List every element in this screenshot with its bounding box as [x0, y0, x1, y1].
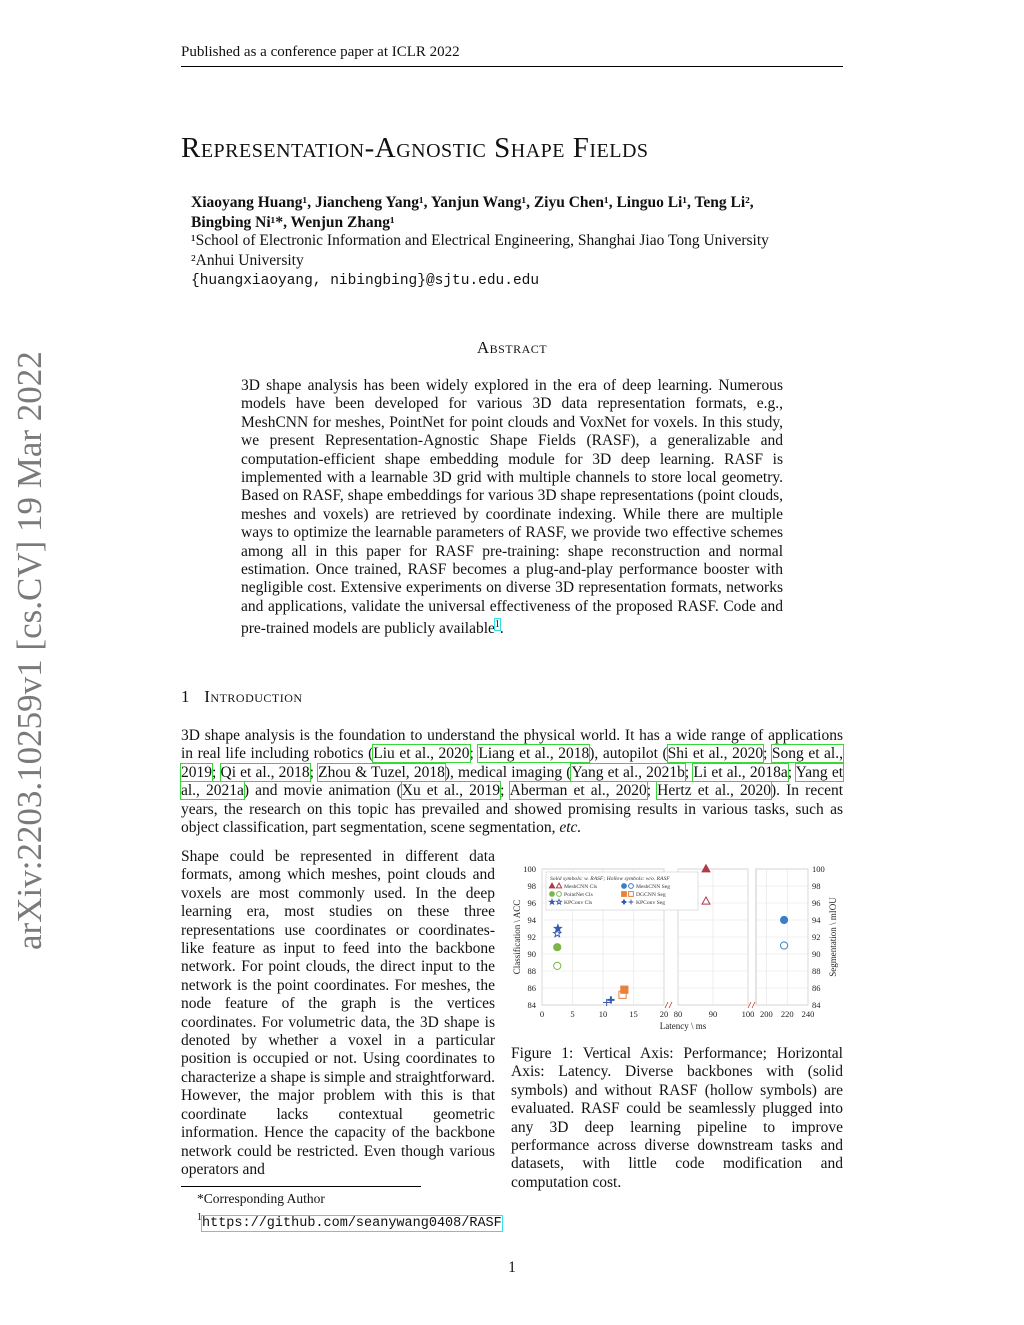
x-tick-label: 220	[780, 1009, 794, 1019]
y-tick-label: 90	[527, 949, 536, 959]
citation-link[interactable]: Qi et al., 2018	[220, 763, 310, 781]
y-tick-label: 86	[527, 983, 536, 993]
affiliation-1: ¹School of Electronic Information and Electrical Engineering, Shanghai Jiao Tong University	[191, 232, 769, 249]
y-axis-label-right: Segmentation \ mIOU	[828, 897, 838, 977]
legend-swatch	[622, 892, 627, 897]
citation-link[interactable]: Liu et al., 2020	[373, 745, 470, 763]
citation-link[interactable]: Shi et al., 2020	[667, 745, 764, 763]
citation-link[interactable]: Li et al., 2018a	[693, 763, 788, 781]
intro-paragraph: 3D shape analysis is the foundation to understand the physical world. It has a wide range of applications in real life including robotics (Liu et al., 2020; Liang et al., 2018), autopilot (Shi et al., 2020; Song et al., 2019; Qi et al., 2018; Zhou & Tuzel, 2018), medical imaging (Yang et al., 2021b; Li et al., 2018a; Yang et al., 2021a) and movie animation (Xu et al., 2019; Aberman et al., 2020; Hertz et al., 2020). In recent years, the research on this topic has prevailed and showed promising results in various tasks, such as object classification, part segmentation, scene segmentation, etc.	[181, 727, 844, 837]
meshcnn-seg-rasf-point	[780, 916, 787, 923]
latency-performance-chart	[508, 853, 843, 1038]
intro-text: ). In recent years, the research on this topic has prevailed and showed promising results in various tasks, such as object classification, part segmentation, scene segmentation,	[181, 782, 844, 837]
y-tick-label-right: 88	[812, 966, 821, 976]
x-tick-label: 20	[659, 1009, 669, 1019]
citation-link[interactable]: Zhou & Tuzel, 2018	[318, 763, 445, 781]
y-tick-label: 92	[527, 932, 536, 942]
legend-label: PointNet Cls	[564, 892, 593, 898]
meshcnn-cls-rasf-point	[702, 865, 710, 872]
y-tick-label: 100	[523, 864, 536, 874]
x-tick-label: 240	[801, 1009, 815, 1019]
footnote-corresponding: *Corresponding Author	[197, 1191, 325, 1206]
citation-link[interactable]: Liang et al., 2018	[478, 745, 590, 763]
running-header: Published as a conference paper at ICLR 2022	[181, 44, 460, 60]
dgcnn-seg-rasf-point	[621, 986, 628, 993]
github-link[interactable]: https://github.com/seanywang0408/RASF	[202, 1215, 502, 1231]
legend-swatch	[622, 884, 627, 889]
axis-break	[748, 1002, 755, 1008]
affiliations	[191, 231, 831, 291]
y-tick-label: 84	[527, 1000, 536, 1010]
y-tick-label-right: 96	[812, 898, 821, 908]
citation-link[interactable]: Xu et al., 2019	[401, 782, 501, 800]
legend-label: KPConv Seg	[636, 900, 666, 906]
pointnet-cls-baseline-point	[554, 962, 561, 969]
y-tick-label-right: 86	[812, 983, 821, 993]
x-tick-label: 5	[570, 1009, 575, 1019]
legend-label: DGCNN Seg	[636, 892, 666, 898]
legend-label: MeshCNN Cls	[564, 884, 598, 890]
arxiv-stamp: arXiv:2203.10259v1 [cs.CV] 19 Mar 2022	[10, 351, 49, 950]
y-tick-label: 96	[527, 898, 536, 908]
authors-line-1: Xiaoyang Huang¹, Jiancheng Yang¹, Yanjun Wang¹, Ziyu Chen¹, Linguo Li¹, Teng Li²,	[191, 194, 754, 211]
citation-link[interactable]: Song et al., 2019	[181, 745, 843, 781]
footnote-url-line	[197, 1208, 502, 1233]
footnote-mark: 1	[197, 1212, 202, 1223]
legend-label: MeshCNN Seg	[636, 884, 671, 890]
x-tick-label: 90	[708, 1009, 718, 1019]
x-tick-label: 10	[598, 1009, 608, 1019]
authors-line-2: Bingbing Ni¹*, Wenjun Zhang¹	[191, 214, 395, 231]
citation-link[interactable]: Yang et al., 2021b	[571, 763, 685, 781]
legend-label: KPConv Cls	[564, 900, 593, 906]
y-tick-label: 88	[527, 966, 536, 976]
meshcnn-seg-baseline-point	[780, 942, 787, 949]
footnotes	[197, 1189, 502, 1233]
page-number: 1	[508, 1259, 516, 1276]
intro-text: 3D shape analysis is the foundation to understand the physical world. It has a wide range of applications in real life including robotics (	[181, 727, 843, 763]
citation-link[interactable]: Aberman et al., 2020	[509, 782, 647, 800]
y-tick-label-right: 92	[812, 932, 821, 942]
y-tick-label-right: 90	[812, 949, 821, 959]
abstract-body: 3D shape analysis has been widely explored in the era of deep learning. Numerous models have been developed for various 3D data representation formats, e.g., MeshCNN for meshes, PointNet for point clouds and VoxNet for voxels. In this study, we present Representation-Agnostic Shape Fields (RASF), a generalizable and computation-efficient shape embedding module for 3D deep learning. RASF is implemented with a learnable 3D grid with multiple channels to store local geometry. Based on RASF, shape embeddings for various 3D shape representations (point clouds, meshes and voxels) are retrieved by coordinate indexing. While there are multiple ways to optimize the learnable parameters of RASF, we provide two effective schemes among all in this paper for RASF pre-training: shape reconstruction and normal estimation. Once trained, RASF becomes a plug-and-play performance booster with negligible cost. Extensive experiments on diverse 3D representation formats, networks and applications, validate the universal effectiveness of the proposed RASF. Code and pre-trained models are publicly available$^1$.	[241, 377, 783, 638]
legend-swatch	[550, 892, 555, 897]
section-title: Introduction	[204, 687, 303, 706]
section-number: 1	[181, 687, 190, 706]
intro-etc: etc.	[559, 819, 582, 837]
y-tick-label-right: 100	[812, 864, 825, 874]
y-tick-label: 98	[527, 881, 536, 891]
abstract-text: 3D shape analysis has been widely explored in the era of deep learning. Numerous models have been developed for various 3D data representation formats, e.g., MeshCNN for meshes, PointNet for point clouds and VoxNet for voxels. In this study, we present Representation-Agnostic Shape Fields (RASF), a generalizable and computation-efficient shape embedding module for 3D deep learning. RASF is implemented with a learnable 3D grid with multiple channels to store local geometry. Based on RASF, shape embeddings for various 3D shape representations (point clouds, meshes and voxels) are retrieved by coordinate indexing. While there are multiple ways to optimize the learnable parameters of RASF, we provide two effective schemes among all in this paper for RASF pre-training: shape reconstruction and normal estimation. Once trained, RASF becomes a plug-and-play performance booster with negligible cost. Extensive experiments on diverse 3D representation formats, networks and applications, validate the universal effectiveness of the proposed RASF. Code and pre-trained models are publicly available	[241, 377, 783, 638]
y-tick-label-right: 98	[812, 881, 821, 891]
x-tick-label: 100	[741, 1009, 755, 1019]
citation-link[interactable]: Hertz et al., 2020	[657, 782, 772, 800]
citation-link[interactable]: Yang et al., 2021a	[181, 763, 844, 800]
y-axis-label-left: Classification \ ACC	[512, 899, 522, 975]
author-list	[191, 193, 831, 233]
y-tick-label-right: 94	[812, 915, 821, 925]
footnote-rule	[181, 1186, 421, 1187]
x-axis-label: Latency \ ms	[659, 1021, 707, 1031]
x-tick-label: 0	[539, 1009, 545, 1019]
header-rule	[181, 66, 843, 67]
intro-text: ), medical imaging (	[444, 763, 572, 781]
x-tick-label: 200	[760, 1009, 773, 1019]
abstract-footnote-link[interactable]: 1	[494, 619, 500, 631]
section-heading	[181, 687, 303, 707]
x-tick-label: 15	[629, 1009, 638, 1019]
intro-text: ), autopilot (	[589, 745, 668, 763]
y-tick-label-right: 84	[812, 1000, 821, 1010]
legend-title: Solid symbols: w. RASF; Hollow symbols: w/o. RASF	[550, 876, 670, 882]
pointnet-cls-rasf-point	[554, 944, 561, 951]
email: {huangxiaoyang, nibingbing}@sjtu.edu.edu	[191, 273, 540, 289]
figure-caption: Figure 1: Vertical Axis: Performance; Horizontal Axis: Latency. Diverse backbones with (solid symbols) and without RASF (hollow symbols) are evaluated. RASF could be seamlessly plugged into any 3D deep learning pipeline to improve performance across diverse downstream tasks and datasets, with little code modification and computation cost.	[511, 1045, 843, 1191]
affiliation-2: ²Anhui University	[191, 252, 304, 269]
intro-text: ) and movie animation (	[243, 782, 402, 800]
paper-title: Representation-Agnostic Shape Fields	[181, 132, 649, 164]
abstract-heading: Abstract	[476, 338, 548, 357]
x-tick-label: 80	[673, 1009, 683, 1019]
left-column-text: Shape could be represented in different data formats, among which meshes, point clouds and voxels are most commonly used. In the deep learning era, most studies on these three representations use coordinates or coordinates-like feature as input to feed into the backbone network. For point clouds, the direct input to the network is the point coordinates. For meshes, the node feature of the graph is the vertices coordinates. For volumetric data, the 3D shape is denoted by whether a voxel in a particular position is occupied or not. Using coordinates to characterize a shape is simple and straightforward. However, the major problem with this is that coordinate lacks contextual geometric information. Hence the capacity of the backbone network could be restricted. Even though various operators and	[181, 848, 495, 1178]
axis-break	[665, 1002, 672, 1008]
y-tick-label: 94	[527, 915, 536, 925]
figure-1	[508, 853, 843, 1043]
